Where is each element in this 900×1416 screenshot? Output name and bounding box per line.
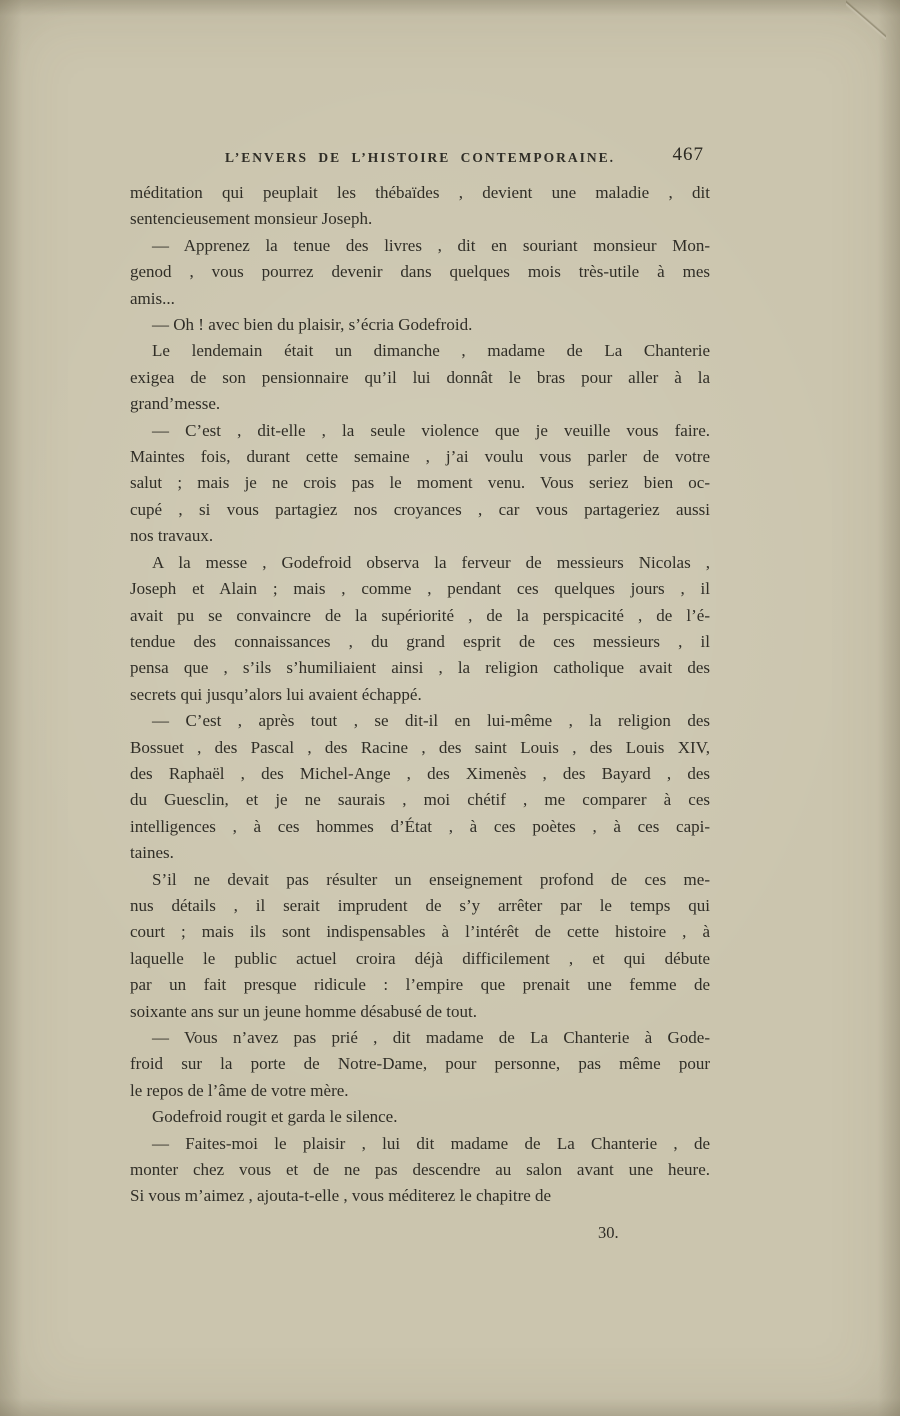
text-line: des Raphaël , des Michel-Ange , des Ximenès , des Bayard , des: [130, 763, 710, 783]
signature-mark: 30.: [598, 1222, 619, 1242]
paragraph: [130, 338, 710, 417]
text-line: nus détails , il serait imprudent de s’y arrêter par le temps qui: [130, 895, 710, 915]
text-line: Bossuet , des Pascal , des Racine , des saint Louis , des Louis XIV,: [130, 737, 710, 757]
text-line: du Guesclin, et je ne saurais , moi chétif , me comparer à ces: [130, 790, 710, 810]
text-line: soixante ans sur un jeune homme désabusé de tout.: [130, 1001, 478, 1021]
paragraph: [130, 233, 710, 312]
text-line: — Apprenez la tenue des livres , dit en souriant monsieur Mon-: [152, 235, 710, 255]
text-line: Si vous m’aimez , ajouta-t-elle , vous méditerez le chapitre de: [130, 1186, 552, 1206]
text-line: monter chez vous et de ne pas descendre au salon avant une heure.: [130, 1160, 710, 1180]
paragraph: [130, 1025, 710, 1104]
text-line: pensa que , s’ils s’humiliaient ainsi , la religion catholique avait des: [130, 658, 710, 678]
paragraph: [130, 312, 710, 338]
paragraph: [130, 867, 710, 1025]
page-number: 467: [672, 144, 704, 165]
text-line: A la messe , Godefroid observa la ferveur de messieurs Nicolas ,: [152, 552, 710, 572]
text-line: sentencieusement monsieur Joseph.: [130, 209, 373, 229]
text-line: — C’est , dit-elle , la seule violence que je veuille vous faire.: [152, 420, 710, 440]
page-corner-crease: [846, 0, 886, 40]
text-line: — Oh ! avec bien du plaisir, s’écria Godefroid.: [152, 315, 473, 335]
text-line: par un fait presque ridicule : l’empire que prenait une femme de: [130, 975, 710, 995]
text-line: tendue des connaissances , du grand esprit de ces messieurs , il: [130, 631, 710, 651]
text-line: laquelle le public actuel croira déjà difficilement , et qui débute: [130, 948, 710, 968]
text-line: nos travaux.: [130, 526, 214, 546]
text-line: genod , vous pourrez devenir dans quelques mois très-utile à mes: [130, 262, 710, 282]
page-header: [130, 146, 710, 168]
text-line: Maintes fois, durant cette semaine , j’ai voulu vous parler de votre: [130, 447, 710, 467]
text-line: Joseph et Alain ; mais , comme , pendant ces quelques jours , il: [130, 579, 710, 599]
text-line: taines.: [130, 843, 174, 863]
text-line: — C’est , après tout , se dit-il en lui-même , la religion des: [152, 711, 710, 731]
text-line: méditation qui peuplait les thébaïdes , devient une maladie , dit: [130, 183, 710, 202]
paragraph: [130, 418, 710, 550]
text-line: exigea de son pensionnaire qu’il lui donnât le bras pour aller à la: [130, 367, 710, 387]
text-line: amis...: [130, 288, 175, 308]
text-line: — Vous n’avez pas prié , dit madame de La Chanterie à Gode-: [152, 1028, 710, 1047]
text-line: avait pu se convaincre de la supériorité , de la perspicacité , de l’é-: [130, 605, 710, 625]
paragraph: [130, 1131, 710, 1210]
paragraph: [130, 180, 710, 233]
text-line: cupé , si vous partagiez nos croyances , car vous partageriez aussi: [130, 499, 710, 519]
text-line: court ; mais ils sont indispensables à l’intérêt de cette histoire , à: [130, 922, 710, 942]
page-body: [130, 180, 710, 1210]
text-line: intelligences , à ces hommes d’État , à ces poètes , à ces capi-: [130, 816, 710, 836]
text-line: Godefroid rougit et garda le silence.: [152, 1107, 398, 1127]
text-line: S’il ne devait pas résulter un enseignement profond de ces me-: [152, 869, 710, 889]
paragraph: [130, 550, 710, 708]
text-line: — Faites-moi le plaisir , lui dit madame de La Chanterie , de: [152, 1133, 710, 1153]
paragraph: [130, 1104, 710, 1130]
running-title: L’ENVERS DE L’HISTOIRE CONTEMPORAINE.: [224, 150, 616, 165]
text-line: secrets qui jusqu’alors lui avaient échappé.: [130, 684, 422, 704]
text-column: [130, 146, 710, 1243]
text-line: le repos de l’âme de votre mère.: [130, 1080, 349, 1100]
text-line: Le lendemain était un dimanche , madame de La Chanterie: [152, 341, 710, 361]
paragraph: [130, 708, 710, 866]
text-line: froid sur la porte de Notre-Dame, pour personne, pas même pour: [130, 1054, 710, 1074]
text-line: grand’messe.: [130, 394, 221, 414]
text-line: salut ; mais je ne crois pas le moment venu. Vous seriez bien oc-: [130, 473, 710, 493]
